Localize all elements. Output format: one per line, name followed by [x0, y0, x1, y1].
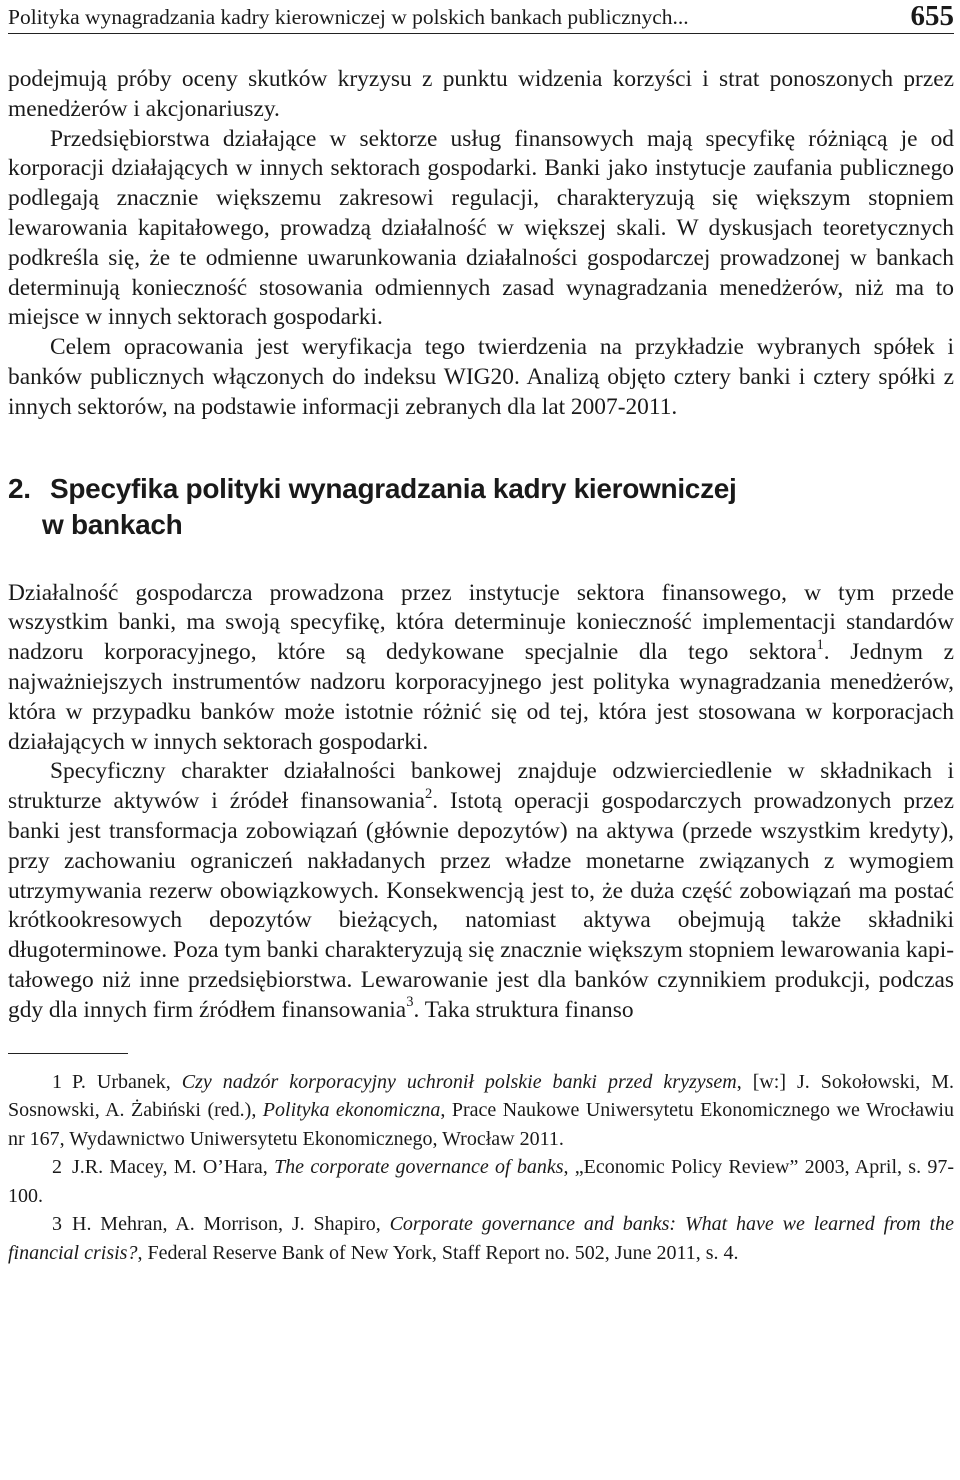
body-paragraph-2: [8, 757, 954, 1025]
footnote-title: The corporate governance of banks: [274, 1156, 564, 1179]
footnote-title: Corporate governance and banks: What have we learned from the financial crisis?: [8, 1213, 954, 1265]
intro-paragraph-2: Przedsiębiorstwa działające w sektorze usług finansowych mają specyfikę różniącą je od korporacji działających w innych sektorach gospodarki. Banki jako instytucje zaufania publicznego podlegają znacznie większemu zakresowi regulacji, charakteryzują się większym stopniem lewarowania kapitałowego, prowadzą działalność w większej skali. W dyskusjach teoretycznych podkreśla się, że te odmienne uwarunkowania działalności gospodarczej prowadzonej w bankach determinują konieczność stosowania odmiennych zasad wynagradzania menedżerów, niż ma to miejsce w innych sektorach gospodarki.: [8, 125, 954, 331]
intro-text: [8, 65, 954, 423]
footnote-number: 2: [52, 1156, 62, 1179]
footnote-number: 3: [52, 1213, 62, 1236]
body-paragraph-2-text-a: Specyficzny charakter działalności bankowej znajduje odzwierciedlenie w składnikach i strukturze aktywów i źródeł finansowania: [8, 758, 954, 815]
footnote-text: , Prace Naukowe Uniwersytetu Ekonomicznego we Wrocławiu nr 167, Wydawnictwo Uniwersytetu Ekonomicznego, Wrocław 2011.: [8, 1099, 954, 1150]
section-number: 2.: [8, 472, 31, 504]
body-paragraph-1-text-a: Działalność gospodarcza prowadzona przez instytucje sektora finansowego, w tym przede wszystkim banki, ma swoją specyfikę, która determinuje konieczność implementacji standardów nadzoru korporacyjnego, które są dedykowane specjalnie dla tego sektora: [8, 579, 954, 666]
section-title-line-1: Specyfika polityki wynagradzania kadry kierowniczej: [50, 472, 737, 504]
footnote-1: [8, 1068, 954, 1154]
footnote-text: H. Mehran, A. Morrison, J. Shapiro,: [72, 1213, 390, 1236]
footnote-ref-2: 2: [424, 785, 433, 802]
intro-paragraph-1: podejmują próby oceny skutków kryzysu z punktu widzenia korzyści i strat ponoszonych przez menedżerów i akcjonariuszy.: [8, 66, 954, 122]
section-heading: [8, 471, 954, 543]
page-number: 655: [910, 0, 954, 32]
footnote-title: Czy nadzór korporacyjny uchronił polskie banki przed kryzysem: [181, 1070, 737, 1093]
footnote-text: , „Economic Policy Review” 2003, April, s. 97-100.: [8, 1156, 955, 1207]
body-paragraph-1-text-b: . Jednym z najważniejszych instrumentów nadzoru korporacyjnego jest polityka wynagradzania menedżerów, która w przypadku banków może istotnie różnić się od tej, która jest stosowana w korporacjach działających w innych sektorach gospodarki.: [8, 639, 954, 755]
footnote-ref-1: 1: [816, 636, 824, 653]
footnote-text: , [w:] J. Sokołowski, M. Sosnowski, A. Żabiński (red.),: [8, 1070, 955, 1122]
running-title: Polityka wynagradzania kadry kierowniczej w polskich bankach publicznych...: [8, 5, 689, 29]
footnote-text: , Federal Reserve Bank of New York, Staff Report no. 502, June 2011, s. 4.: [137, 1242, 739, 1265]
intro-paragraph-3: Celem opracowania jest weryfikacja tego twierdzenia na przykładzie wybranych spółek i banków publicznych włączonych do indeksu WIG20. Analizą objęto cztery banki i cztery spółki z innych sektorów, na podstawie informacji zebranych dla lat 2007-2011.: [8, 334, 954, 420]
section-title-line-2: w bankach: [42, 508, 183, 540]
footnote-divider: [8, 1053, 128, 1054]
footnote-number: 1: [52, 1070, 62, 1093]
body-paragraph-2-text-c: . Taka struktura finanso: [413, 996, 634, 1023]
footnote-title: Polityka ekonomiczna: [262, 1099, 441, 1122]
footnote-text: P. Urbanek,: [72, 1070, 182, 1093]
footnote-2: [8, 1153, 954, 1210]
footnote-ref-3: 3: [406, 994, 414, 1011]
section-body: [8, 579, 954, 1026]
footnotes: [8, 1068, 954, 1268]
body-paragraph-2-text-b: . Istotą operacji gospodarczych prowadzonych przez banki jest transformacja zobowiązań (głównie depozytów) na aktywa (przede wszystkim kredyty), przy zachowaniu ograniczeń nakładanych przez władze monetarne związanych z wymogiem utrzymywania rezerw obowiązkowych. Konsekwencją jest to, że duża część zobowiązań ma postać krótkookresowych depozytów bieżących, natomiast aktywa obejmują także składniki długoterminowe. Poza tym banki charakteryzują się znacznie większym stopniem lewarowania kapitałowego niż inne przedsiębiorstwa. Lewarowanie jest dla banków czynnikiem produkcji, podczas gdy dla innych firm źródłem finansowania: [8, 788, 954, 1023]
running-header: [8, 0, 954, 34]
footnote-text: J.R. Macey, M. O’Hara,: [72, 1156, 275, 1179]
body-paragraph-1: [8, 579, 954, 758]
footnote-3: [8, 1210, 954, 1267]
